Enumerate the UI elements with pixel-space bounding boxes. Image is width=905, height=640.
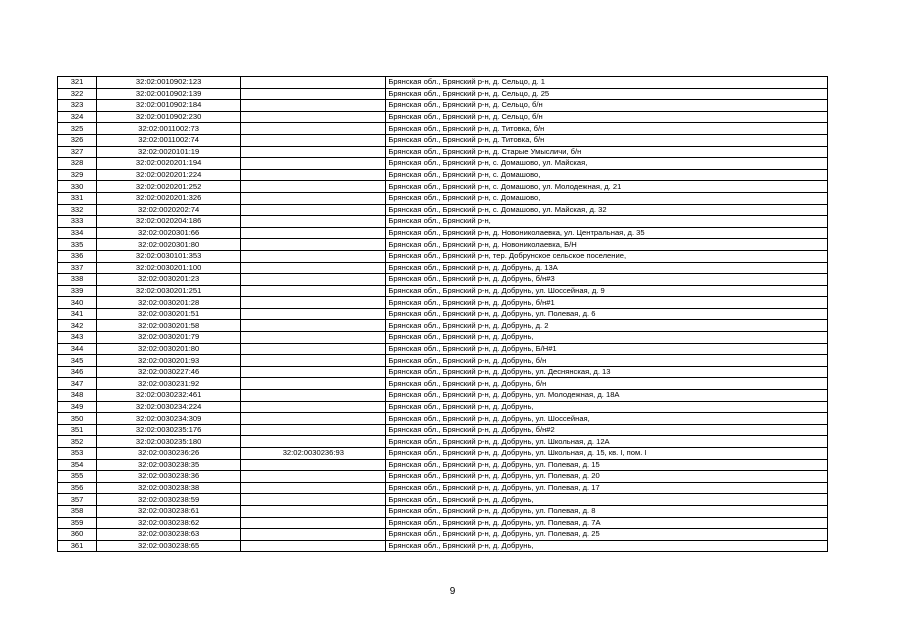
table-row (58, 332, 828, 344)
object-number-cell (241, 158, 386, 170)
row-number-cell: 333 (58, 216, 97, 228)
row-number-cell: 343 (58, 332, 97, 344)
cadastral-number-cell: 32:02:0030201:100 (97, 262, 241, 274)
table-row (58, 320, 828, 332)
address-cell: Брянская обл., Брянский р-н, д. Добрунь, ул. Школьная, д. 15, кв. I, пом. I (386, 448, 828, 460)
row-number-cell: 349 (58, 401, 97, 413)
cadastral-number-cell: 32:02:0030238:62 (97, 517, 241, 529)
row-number-cell: 341 (58, 308, 97, 320)
object-number-cell (241, 100, 386, 112)
cadastral-number-cell: 32:02:0010902:123 (97, 77, 241, 89)
object-number-cell (241, 378, 386, 390)
cadastral-number-cell: 32:02:0020204:186 (97, 216, 241, 228)
cadastral-number-cell: 32:02:0030238:59 (97, 494, 241, 506)
address-cell: Брянская обл., Брянский р-н, д. Добрунь, ул. Полевая, д. 17 (386, 482, 828, 494)
row-number-cell: 352 (58, 436, 97, 448)
object-number-cell (241, 181, 386, 193)
row-number-cell: 337 (58, 262, 97, 274)
table-row (58, 540, 828, 552)
address-cell: Брянская обл., Брянский р-н, д. Добрунь, ул. Шоссейная, д. 9 (386, 285, 828, 297)
cadastral-number-cell: 32:02:0030201:93 (97, 355, 241, 367)
address-cell: Брянская обл., Брянский р-н, д. Добрунь, ул. Полевая, д. 15 (386, 459, 828, 471)
address-cell: Брянская обл., Брянский р-н, д. Сельцо, д. 1 (386, 77, 828, 89)
object-number-cell (241, 192, 386, 204)
cadastral-number-cell: 32:02:0030201:23 (97, 274, 241, 286)
table-row (58, 169, 828, 181)
table-row (58, 482, 828, 494)
table-row (58, 436, 828, 448)
cadastral-number-cell: 32:02:0030201:80 (97, 343, 241, 355)
cadastral-number-cell: 32:02:0030201:79 (97, 332, 241, 344)
row-number-cell: 345 (58, 355, 97, 367)
object-number-cell (241, 227, 386, 239)
cadastral-number-cell: 32:02:0030101:353 (97, 250, 241, 262)
object-number-cell (241, 436, 386, 448)
object-number-cell (241, 401, 386, 413)
address-cell: Брянская обл., Брянский р-н, д. Старые Умысличи, б/н (386, 146, 828, 158)
row-number-cell: 355 (58, 471, 97, 483)
cadastral-number-cell: 32:02:0030227:46 (97, 366, 241, 378)
object-number-cell (241, 320, 386, 332)
table-row (58, 181, 828, 193)
row-number-cell: 329 (58, 169, 97, 181)
table-row (58, 111, 828, 123)
row-number-cell: 338 (58, 274, 97, 286)
table-row (58, 77, 828, 89)
row-number-cell: 361 (58, 540, 97, 552)
row-number-cell: 339 (58, 285, 97, 297)
object-number-cell (241, 355, 386, 367)
cadastral-number-cell: 32:02:0020202:74 (97, 204, 241, 216)
table-row (58, 366, 828, 378)
cadastral-number-cell: 32:02:0011002:74 (97, 134, 241, 146)
address-cell: Брянская обл., Брянский р-н, д. Добрунь, ул. Полевая, д. 25 (386, 529, 828, 541)
cadastral-number-cell: 32:02:0030235:176 (97, 424, 241, 436)
object-number-cell (241, 239, 386, 251)
address-cell: Брянская обл., Брянский р-н, д. Добрунь, б/н (386, 378, 828, 390)
object-number-cell (241, 482, 386, 494)
address-cell: Брянская обл., Брянский р-н, д. Добрунь, б/н#1 (386, 297, 828, 309)
row-number-cell: 323 (58, 100, 97, 112)
table-row (58, 401, 828, 413)
table-row (58, 308, 828, 320)
object-number-cell (241, 285, 386, 297)
table-row (58, 216, 828, 228)
table-row (58, 134, 828, 146)
cadastral-number-cell: 32:02:0030238:36 (97, 471, 241, 483)
address-cell: Брянская обл., Брянский р-н, д. Сельцо, б/н (386, 100, 828, 112)
object-number-cell (241, 343, 386, 355)
address-cell: Брянская обл., Брянский р-н, д. Добрунь, ул. Молодежная, д. 18А (386, 390, 828, 402)
object-number-cell: 32:02:0030236:93 (241, 448, 386, 460)
object-number-cell (241, 471, 386, 483)
cadastral-number-cell: 32:02:0020301:80 (97, 239, 241, 251)
cadastral-number-cell: 32:02:0030234:224 (97, 401, 241, 413)
row-number-cell: 348 (58, 390, 97, 402)
address-cell: Брянская обл., Брянский р-н, д. Добрунь, ул. Полевая, д. 6 (386, 308, 828, 320)
object-number-cell (241, 424, 386, 436)
object-number-cell (241, 517, 386, 529)
address-cell: Брянская обл., Брянский р-н, д. Добрунь, Б/Н#1 (386, 343, 828, 355)
row-number-cell: 354 (58, 459, 97, 471)
address-cell: Брянская обл., Брянский р-н, д. Добрунь, (386, 401, 828, 413)
address-cell: Брянская обл., Брянский р-н, д. Добрунь, б/н#2 (386, 424, 828, 436)
row-number-cell: 321 (58, 77, 97, 89)
object-number-cell (241, 297, 386, 309)
address-cell: Брянская обл., Брянский р-н, д. Добрунь, (386, 332, 828, 344)
row-number-cell: 327 (58, 146, 97, 158)
cadastral-number-cell: 32:02:0030238:63 (97, 529, 241, 541)
cadastral-number-cell: 32:02:0030232:461 (97, 390, 241, 402)
table-row (58, 494, 828, 506)
table-row (58, 250, 828, 262)
table-row (58, 355, 828, 367)
object-number-cell (241, 77, 386, 89)
address-cell: Брянская обл., Брянский р-н, д. Добрунь, (386, 494, 828, 506)
address-cell: Брянская обл., Брянский р-н, (386, 216, 828, 228)
table-row (58, 123, 828, 135)
cadastral-number-cell: 32:02:0010902:139 (97, 88, 241, 100)
cadastral-number-cell: 32:02:0030201:28 (97, 297, 241, 309)
row-number-cell: 340 (58, 297, 97, 309)
row-number-cell: 358 (58, 505, 97, 517)
table-row (58, 239, 828, 251)
object-number-cell (241, 505, 386, 517)
cadastral-number-cell: 32:02:0020201:194 (97, 158, 241, 170)
row-number-cell: 336 (58, 250, 97, 262)
row-number-cell: 330 (58, 181, 97, 193)
object-number-cell (241, 366, 386, 378)
object-number-cell (241, 146, 386, 158)
object-number-cell (241, 134, 386, 146)
object-number-cell (241, 308, 386, 320)
row-number-cell: 326 (58, 134, 97, 146)
table-row (58, 529, 828, 541)
object-number-cell (241, 169, 386, 181)
object-number-cell (241, 111, 386, 123)
cadastral-number-cell: 32:02:0020301:66 (97, 227, 241, 239)
object-number-cell (241, 274, 386, 286)
cadastral-number-cell: 32:02:0030238:65 (97, 540, 241, 552)
row-number-cell: 356 (58, 482, 97, 494)
row-number-cell: 335 (58, 239, 97, 251)
row-number-cell: 331 (58, 192, 97, 204)
cadastral-number-cell: 32:02:0020101:19 (97, 146, 241, 158)
address-cell: Брянская обл., Брянский р-н, тер. Добрунское сельское поселение, (386, 250, 828, 262)
object-number-cell (241, 250, 386, 262)
row-number-cell: 325 (58, 123, 97, 135)
cadastral-number-cell: 32:02:0030236:26 (97, 448, 241, 460)
address-cell: Брянская обл., Брянский р-н, д. Титовка, б/н (386, 134, 828, 146)
table-row (58, 297, 828, 309)
table-row (58, 459, 828, 471)
address-cell: Брянская обл., Брянский р-н, д. Новониколаевка, ул. Центральная, д. 35 (386, 227, 828, 239)
address-cell: Брянская обл., Брянский р-н, д. Добрунь, д. 13А (386, 262, 828, 274)
cadastral-number-cell: 32:02:0030238:61 (97, 505, 241, 517)
table-row (58, 413, 828, 425)
cadastral-number-cell: 32:02:0030201:58 (97, 320, 241, 332)
table-row (58, 88, 828, 100)
address-cell: Брянская обл., Брянский р-н, с. Домашово, (386, 192, 828, 204)
property-register-table (57, 76, 828, 552)
address-cell: Брянская обл., Брянский р-н, д. Добрунь, ул. Школьная, д. 12А (386, 436, 828, 448)
cadastral-number-cell: 32:02:0030235:180 (97, 436, 241, 448)
cadastral-number-cell: 32:02:0010902:230 (97, 111, 241, 123)
address-cell: Брянская обл., Брянский р-н, д. Добрунь, ул. Полевая, д. 20 (386, 471, 828, 483)
address-cell: Брянская обл., Брянский р-н, д. Добрунь, б/н#3 (386, 274, 828, 286)
register-table-body (58, 77, 828, 552)
object-number-cell (241, 529, 386, 541)
address-cell: Брянская обл., Брянский р-н, д. Титовка, б/н (386, 123, 828, 135)
address-cell: Брянская обл., Брянский р-н, д. Добрунь, д. 2 (386, 320, 828, 332)
cadastral-number-cell: 32:02:0020201:224 (97, 169, 241, 181)
row-number-cell: 347 (58, 378, 97, 390)
row-number-cell: 324 (58, 111, 97, 123)
object-number-cell (241, 123, 386, 135)
table-row (58, 448, 828, 460)
cadastral-number-cell: 32:02:0011002:73 (97, 123, 241, 135)
cadastral-number-cell: 32:02:0020201:252 (97, 181, 241, 193)
table-row (58, 471, 828, 483)
address-cell: Брянская обл., Брянский р-н, с. Домашово, (386, 169, 828, 181)
row-number-cell: 357 (58, 494, 97, 506)
cadastral-number-cell: 32:02:0030231:92 (97, 378, 241, 390)
address-cell: Брянская обл., Брянский р-н, д. Добрунь, ул. Деснянская, д. 13 (386, 366, 828, 378)
cadastral-number-cell: 32:02:0030201:251 (97, 285, 241, 297)
object-number-cell (241, 88, 386, 100)
table-row (58, 262, 828, 274)
table-row (58, 517, 828, 529)
page-number: 9 (449, 586, 456, 597)
address-cell: Брянская обл., Брянский р-н, д. Добрунь, ул. Шоссейная, (386, 413, 828, 425)
row-number-cell: 328 (58, 158, 97, 170)
object-number-cell (241, 216, 386, 228)
table-row (58, 390, 828, 402)
object-number-cell (241, 540, 386, 552)
row-number-cell: 360 (58, 529, 97, 541)
object-number-cell (241, 413, 386, 425)
address-cell: Брянская обл., Брянский р-н, с. Домашово, ул. Майская, д. 32 (386, 204, 828, 216)
address-cell: Брянская обл., Брянский р-н, д. Добрунь, ул. Полевая, д. 7А (386, 517, 828, 529)
address-cell: Брянская обл., Брянский р-н, д. Добрунь, ул. Полевая, д. 8 (386, 505, 828, 517)
row-number-cell: 342 (58, 320, 97, 332)
table-row (58, 204, 828, 216)
row-number-cell: 351 (58, 424, 97, 436)
table-row (58, 285, 828, 297)
object-number-cell (241, 494, 386, 506)
cadastral-number-cell: 32:02:0030201:51 (97, 308, 241, 320)
object-number-cell (241, 390, 386, 402)
cadastral-number-cell: 32:02:0020201:326 (97, 192, 241, 204)
table-row (58, 100, 828, 112)
object-number-cell (241, 204, 386, 216)
row-number-cell: 359 (58, 517, 97, 529)
address-cell: Брянская обл., Брянский р-н, д. Добрунь, (386, 540, 828, 552)
address-cell: Брянская обл., Брянский р-н, д. Новониколаевка, Б/Н (386, 239, 828, 251)
table-row (58, 505, 828, 517)
row-number-cell: 350 (58, 413, 97, 425)
table-row (58, 274, 828, 286)
row-number-cell: 346 (58, 366, 97, 378)
table-row (58, 227, 828, 239)
table-row (58, 192, 828, 204)
row-number-cell: 344 (58, 343, 97, 355)
table-row (58, 424, 828, 436)
address-cell: Брянская обл., Брянский р-н, с. Домашово, ул. Майская, (386, 158, 828, 170)
address-cell: Брянская обл., Брянский р-н, д. Сельцо, д. 25 (386, 88, 828, 100)
cadastral-number-cell: 32:02:0030238:35 (97, 459, 241, 471)
row-number-cell: 332 (58, 204, 97, 216)
address-cell: Брянская обл., Брянский р-н, с. Домашово, ул. Молодежная, д. 21 (386, 181, 828, 193)
address-cell: Брянская обл., Брянский р-н, д. Сельцо, б/н (386, 111, 828, 123)
row-number-cell: 334 (58, 227, 97, 239)
row-number-cell: 322 (58, 88, 97, 100)
object-number-cell (241, 459, 386, 471)
cadastral-number-cell: 32:02:0030238:38 (97, 482, 241, 494)
object-number-cell (241, 262, 386, 274)
cadastral-number-cell: 32:02:0010902:184 (97, 100, 241, 112)
address-cell: Брянская обл., Брянский р-н, д. Добрунь, б/н (386, 355, 828, 367)
object-number-cell (241, 332, 386, 344)
row-number-cell: 353 (58, 448, 97, 460)
table-row (58, 158, 828, 170)
table-row (58, 343, 828, 355)
cadastral-number-cell: 32:02:0030234:309 (97, 413, 241, 425)
table-row (58, 146, 828, 158)
table-row (58, 378, 828, 390)
